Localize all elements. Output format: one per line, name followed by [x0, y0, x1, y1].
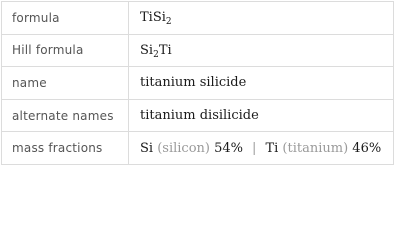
- row-label-formula: formula: [2, 2, 129, 35]
- fraction-separator: |: [252, 140, 257, 156]
- row-label-hill-formula: Hill formula: [2, 34, 129, 67]
- fraction-ti-element: (titanium): [282, 140, 349, 156]
- table-row: [2, 132, 394, 165]
- properties-table: [1, 1, 394, 165]
- hill-formula-value: [129, 34, 394, 67]
- fraction-si-element: (silicon): [157, 140, 210, 156]
- alternate-names-value: titanium disilicide: [129, 99, 394, 132]
- table-row: [2, 2, 394, 35]
- fraction-si-percent: 54%: [214, 140, 244, 156]
- hill-formula-part-si: Si: [140, 42, 154, 58]
- formula-subscript: 2: [165, 17, 172, 28]
- fraction-ti-symbol: Ti: [265, 140, 279, 156]
- formula-value: [129, 2, 394, 35]
- fraction-si-symbol: Si: [140, 140, 154, 156]
- table-row: [2, 99, 394, 132]
- row-label-name: name: [2, 67, 129, 100]
- fraction-ti-percent: 46%: [352, 140, 382, 156]
- row-label-alternate-names: alternate names: [2, 99, 129, 132]
- row-label-mass-fractions: mass fractions: [2, 132, 129, 165]
- table-row: [2, 34, 394, 67]
- mass-fractions-value: [129, 132, 394, 165]
- hill-formula-subscript: 2: [153, 49, 159, 60]
- table-row: [2, 67, 394, 100]
- hill-formula-part-ti: Ti: [158, 42, 172, 58]
- formula-main: TiSi: [140, 10, 166, 26]
- name-value: titanium silicide: [129, 67, 394, 100]
